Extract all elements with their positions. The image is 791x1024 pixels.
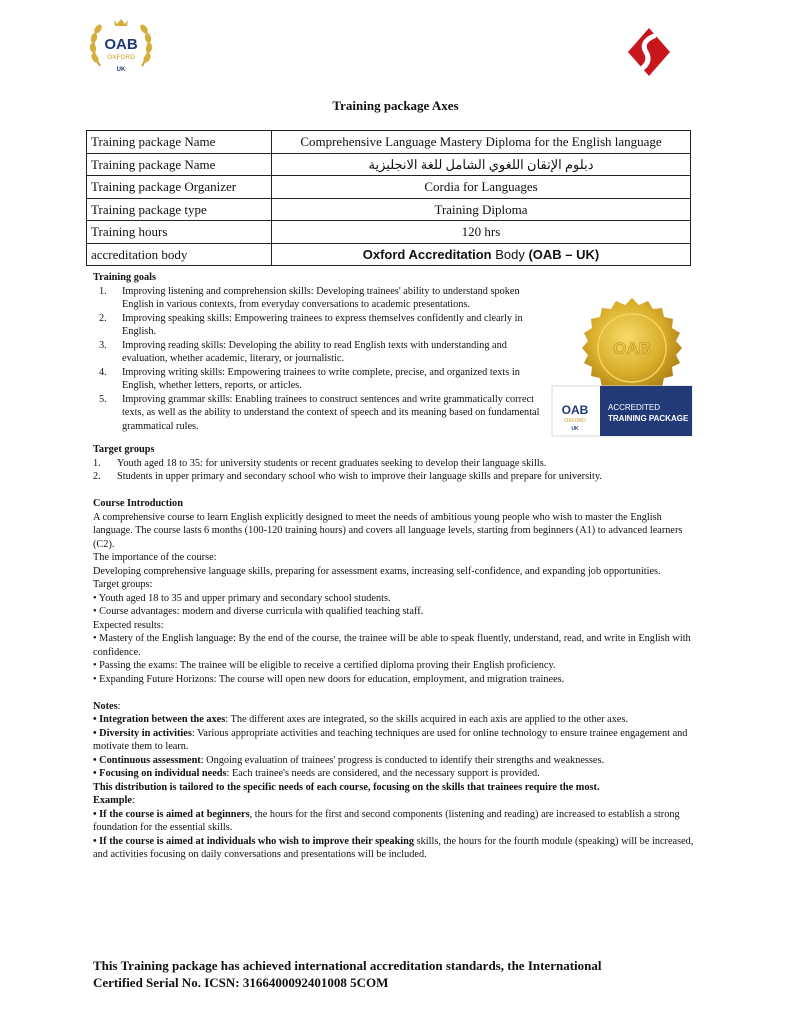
- badge-training-package-text: TRAINING PACKAGE: [608, 414, 689, 423]
- logo-uk-text: UK: [116, 67, 126, 73]
- table-row: [87, 176, 691, 199]
- page-title: Training package Axes: [332, 98, 459, 113]
- target-groups-heading: Target groups: [93, 444, 155, 455]
- list-item: 5. Improving grammar skills: Enabling trainees to construct sentences and write grammatically correct texts, as well as the ability to understand the context of speech and its meaning based on fundamental grammatical rules.: [99, 393, 540, 432]
- row-key: accreditation body: [87, 243, 272, 266]
- accreditation-body: Body: [491, 246, 529, 262]
- accreditation-abbr: (OAB – UK): [528, 246, 600, 262]
- row-key: Training hours: [87, 221, 272, 244]
- table-row: [87, 131, 691, 154]
- footer-line-1: This Training package has achieved international accreditation standards, the International: [93, 958, 602, 973]
- logo-oab-text: OAB: [104, 36, 138, 53]
- badge-oab-text: OAB: [561, 403, 589, 417]
- note-item: • Continuous assessment: Ongoing evaluation of trainees' progress is conducted to identify their strengths and weaknesses.: [93, 754, 605, 766]
- accreditation-name: Oxford Accreditation: [362, 246, 492, 262]
- note-item: • Integration between the axes: The different axes are integrated, so the skills acquired in each axis are applied to the other axes.: [93, 714, 629, 725]
- example-heading: Example:: [93, 795, 135, 806]
- accreditation-seal: [550, 296, 694, 438]
- example-item: • If the course is aimed at individuals who wish to improve their speaking skills, the hours for the fourth module (speaking) will be increased, and activities focusing on daily conversations and presentations will be included.: [93, 835, 694, 860]
- example-item: • If the course is aimed at beginners, the hours for the first and second components (listening and reading) are increased to establish a strong foundation for the essential skills.: [93, 808, 680, 833]
- badge-accredited-text: ACCREDITED: [608, 403, 661, 412]
- badge-oxford-text: OXFORD: [564, 418, 586, 424]
- row-key: Training package Name: [87, 153, 272, 176]
- course-intro-heading: Course Introduction: [93, 498, 183, 509]
- distribution-note: This distribution is tailored to the specific needs of each course, focusing on the skills that trainees require the most.: [93, 781, 600, 793]
- groups-item: • Youth aged 18 to 35 and upper primary and secondary school students.: [93, 592, 391, 604]
- cordia-emblem-icon: [626, 26, 672, 78]
- list-item: 1. Improving listening and comprehension skills: Developing trainees' ability to understand spoken English in various contexts, from everyday conversations to academic presentations.: [99, 285, 520, 310]
- list-item: 3. Improving reading skills: Developing the ability to read English texts with understanding and evaluation, whether academic, literary, or journalistic.: [99, 339, 507, 364]
- row-value: [272, 243, 691, 266]
- logo-oxford-text: OXFORD: [107, 54, 135, 61]
- groups-item: • Course advantages: modern and diverse curricula with qualified teaching staff.: [93, 606, 424, 617]
- axes-table: [86, 130, 691, 266]
- row-key: Training package Organizer: [87, 176, 272, 199]
- list-item: 2. Improving speaking skills: Empowering trainees to express themselves confidently and clearly in English.: [99, 312, 523, 337]
- table-row: [87, 198, 691, 221]
- note-item: • Focusing on individual needs: Each trainee's needs are considered, and the necessary support is provided.: [93, 768, 540, 779]
- results-label: Expected results:: [93, 619, 164, 631]
- table-row: [87, 153, 691, 176]
- list-item: 4. Improving writing skills: Empowering trainees to write complete, precise, and organized texts in English, whether letters, reports, or articles.: [99, 366, 520, 391]
- table-row: [87, 243, 691, 266]
- notes-heading: Notes:: [93, 700, 121, 712]
- row-value: Comprehensive Language Mastery Diploma for the English language: [272, 131, 691, 154]
- row-key: Training package type: [87, 198, 272, 221]
- oab-oxford-logo: [86, 16, 156, 78]
- row-value: Cordia for Languages: [272, 176, 691, 199]
- list-item: 2. Students in upper primary and secondary school who wish to improve their language skills and prepare for university.: [93, 471, 602, 482]
- badge-uk-text: UK: [571, 426, 579, 432]
- note-item: • Diversity in activities: Various appropriate activities and teaching techniques are used for online technology to ensure trainee engagement and motivate them to learn.: [93, 727, 688, 752]
- importance-text: Developing comprehensive language skills, preparing for assessment exams, increasing self-confidence, and expanding job opportunities.: [93, 565, 661, 577]
- accreditation-footer: [93, 957, 713, 991]
- results-item: • Expanding Future Horizons: The course will open new doors for education, employment, and migration trainees.: [93, 673, 565, 685]
- row-value: 120 hrs: [272, 221, 691, 244]
- course-intro-paragraph: A comprehensive course to learn English explicitly designed to meet the needs of ambitious young people who wish to master the English language. The course lasts 6 months (100-120 training hours) and covers all language levels, starting from beginners (A1) to advanced learners (C2).: [93, 511, 683, 550]
- footer-serial: Certified Serial No. ICSN: 3166400092401008 5COM: [93, 975, 389, 990]
- row-value: دبلوم الإتقان اللغوي الشامل للغة الانجليزية: [272, 153, 691, 176]
- row-value: Training Diploma: [272, 198, 691, 221]
- importance-label: The importance of the course:: [93, 552, 217, 563]
- training-goals-heading: Training goals: [93, 272, 157, 283]
- main-body: [93, 443, 703, 862]
- results-item: • Passing the exams: The trainee will be eligible to receive a certified diploma proving their English proficiency.: [93, 660, 556, 671]
- list-item: 1. Youth aged 18 to 35: for university students or recent graduates seeking to develop their language skills.: [93, 457, 547, 469]
- table-row: [87, 221, 691, 244]
- training-goals: [93, 271, 543, 433]
- row-key: Training package Name: [87, 131, 272, 154]
- results-item: • Mastery of the English language: By the end of the course, the trainee will be able to speak fluently, understand, read, and write in English with confidence.: [93, 633, 691, 658]
- groups-label: Target groups:: [93, 579, 153, 590]
- target-groups-list: [93, 457, 703, 484]
- seal-oab-text: OAB: [613, 339, 651, 358]
